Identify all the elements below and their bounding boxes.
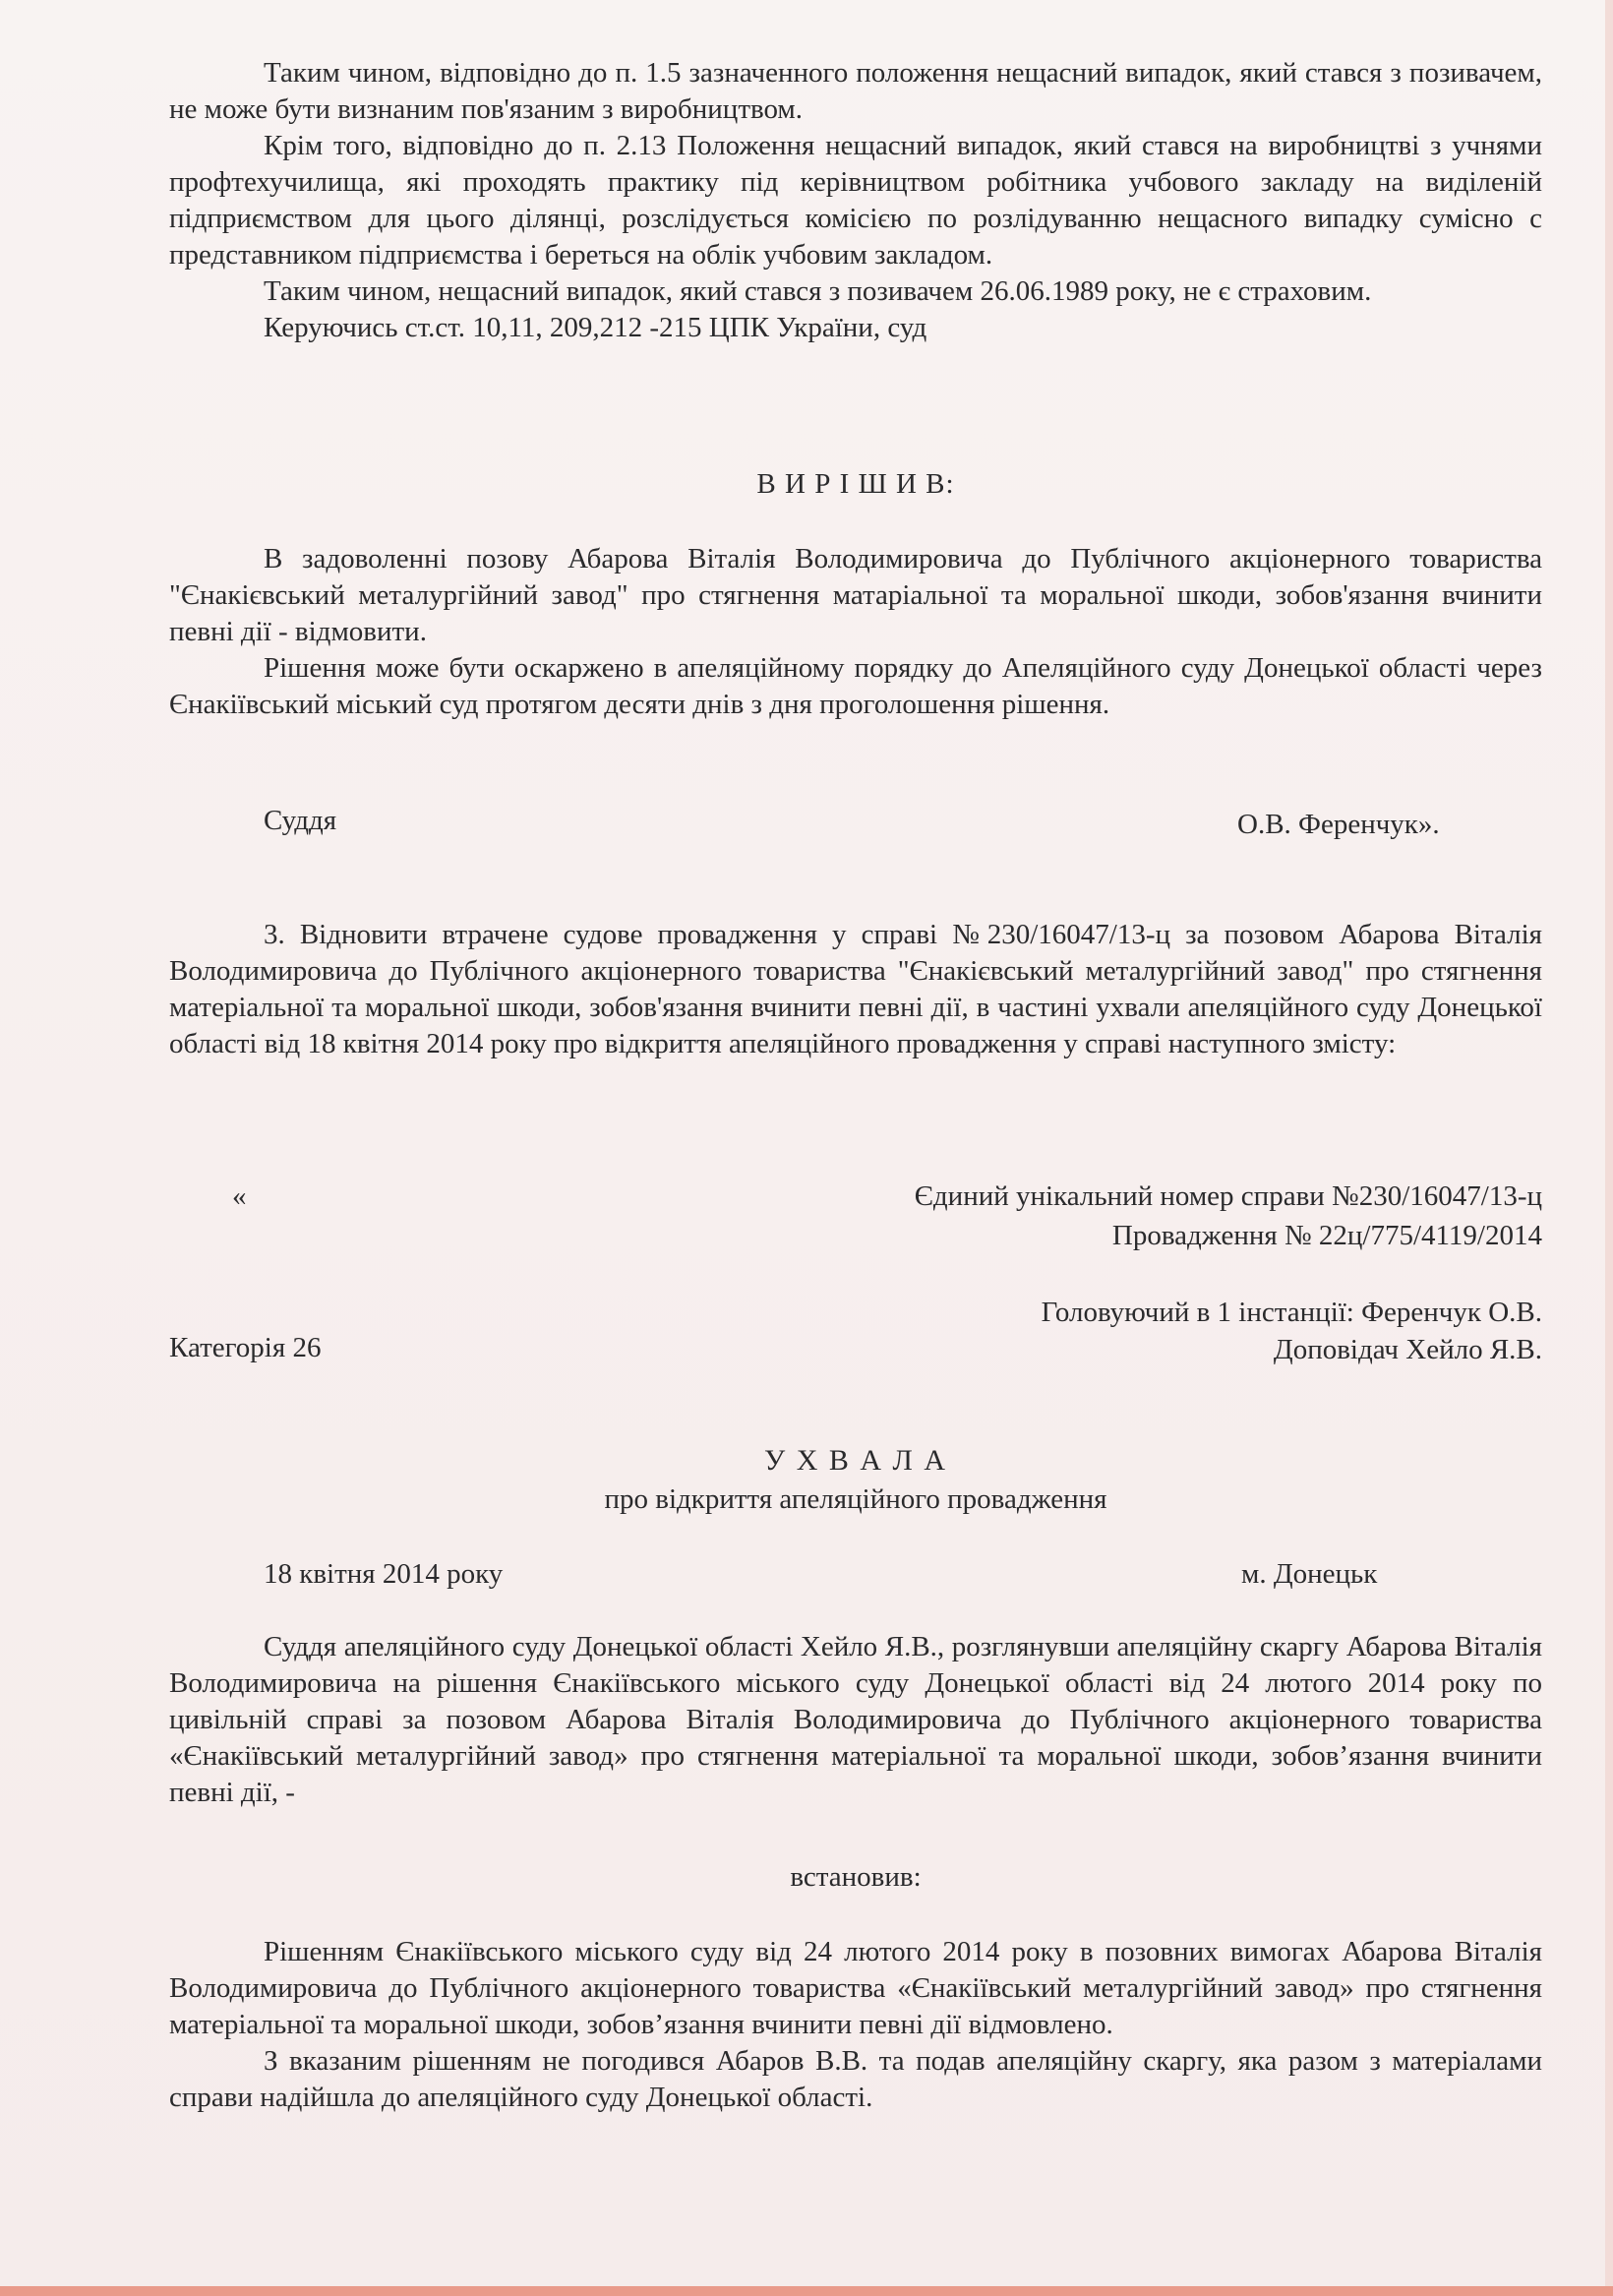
case-number: Єдиний унікальний номер справи №230/16047/13-ц	[914, 1180, 1542, 1212]
ruling-title: У Х В А Л А	[763, 1444, 948, 1477]
text-block-top	[169, 55, 1542, 346]
presiding-judge: Головуючий в 1 інстанції: Ференчук О.В.	[1041, 1297, 1542, 1328]
ruling-city: м. Донецьк	[1241, 1558, 1378, 1590]
text-block-bottom	[169, 1934, 1542, 2116]
paragraph: З вказаним рішенням не погодився Абаров В.В. та подав апеляційну скаргу, яка разом з матеріалами справи надійшла до апеляційного суду Донецької області.	[169, 2045, 1542, 2113]
paragraph: Крім того, відповідно до п. 2.13 Положення нещасний випадок, який стався на виробництві з учнями профтехучилища, які проходять практику під керівництвом робітника учбового закладу на виділеній підприємством для цього ділянці, розслідується комісією по розлідуванню нещасного випадку сумісно с представником підприємства і береться на облік учбовим закладом.	[169, 130, 1542, 271]
paragraph: 3. Відновити втрачене судове провадження у справі №230/16047/13-ц за позовом Абарова Віталія Володимировича до Публічного акціонерного товариства "Єнакієвський металургійний завод" про стягнення матеріальної та моральної шкоди, зобов'язання вчинити певні дії, в частині ухвали апеляційного суду Донецької області від 18 квітня 2014 року про відкриття апеляційного провадження у справі наступного змісту:	[169, 919, 1542, 1059]
text-block-item3	[169, 917, 1542, 1062]
text-block-decision	[169, 541, 1542, 723]
page-edge	[0, 2286, 1613, 2296]
paragraph: Рішенням Єнакіївського міського суду від 24 лютого 2014 року в позовних вимогах Абарова Віталія Володимировича до Публічного акціонерного товариства «Єнакіївський металургійний завод» про стягнення матеріальної та моральної шкоди, зобов’язання вчинити певні дії відмовлено.	[169, 1936, 1542, 2040]
paragraph: Таким чином, нещасний випадок, який стався з позивачем 26.06.1989 року, не є страховим.	[264, 275, 1372, 307]
ruling-date: 18 квітня 2014 року	[264, 1558, 504, 1590]
paragraph: Суддя апеляційного суду Донецької області Хейло Я.В., розглянувши апеляційну скаргу Абарова Віталія Володимировича на рішення Єнакіївського міського суду Донецької області від 24 лютого 2014 року по цивільній справі за позовом Абарова Віталія Володимировича до Публічного акціонерного товариства «Єнакіївський металургійний завод» про стягнення матеріальної та моральної шкоди, зобов’язання вчинити певні дії, -	[169, 1631, 1542, 1808]
proceeding-number: Провадження № 22ц/775/4119/2014	[1111, 1220, 1542, 1251]
page-edge	[1605, 0, 1613, 2296]
text-block-judge	[169, 1629, 1542, 1811]
rapporteur: Доповідач Хейло Я.В.	[1273, 1334, 1542, 1365]
quote-mark: «	[232, 1180, 247, 1212]
signature-role: Суддя	[264, 805, 337, 836]
signature-name: О.В. Ференчук».	[1237, 809, 1440, 840]
heading-decided: В И Р І Ш И В:	[756, 468, 955, 500]
paragraph: Керуючись ст.ст. 10,11, 209,212 -215 ЦПК України, суд	[264, 312, 927, 343]
category: Категорія 26	[169, 1332, 322, 1363]
paragraph: Рішення може бути оскаржено в апеляційному порядку до Апеляційного суду Донецької області через Єнакіївський міський суд протягом десяти днів з дня проголошення рішення.	[169, 652, 1542, 720]
heading-established: встановив:	[790, 1861, 922, 1893]
paragraph: В задоволенні позову Абарова Віталія Володимировича до Публічного акціонерного товариства "Єнакієвський металургійний завод" про стягнення матаріальної та моральної шкоди, зобов'язання вчинити певні дії - відмовити.	[169, 543, 1542, 647]
ruling-subtitle: про відкриття апеляційного провадження	[604, 1483, 1107, 1515]
paragraph: Таким чином, відповідно до п. 1.5 зазначенного положення нещасний випадок, який стався з позивачем, не може бути визнаним пов'язаним з виробництвом.	[169, 57, 1542, 125]
